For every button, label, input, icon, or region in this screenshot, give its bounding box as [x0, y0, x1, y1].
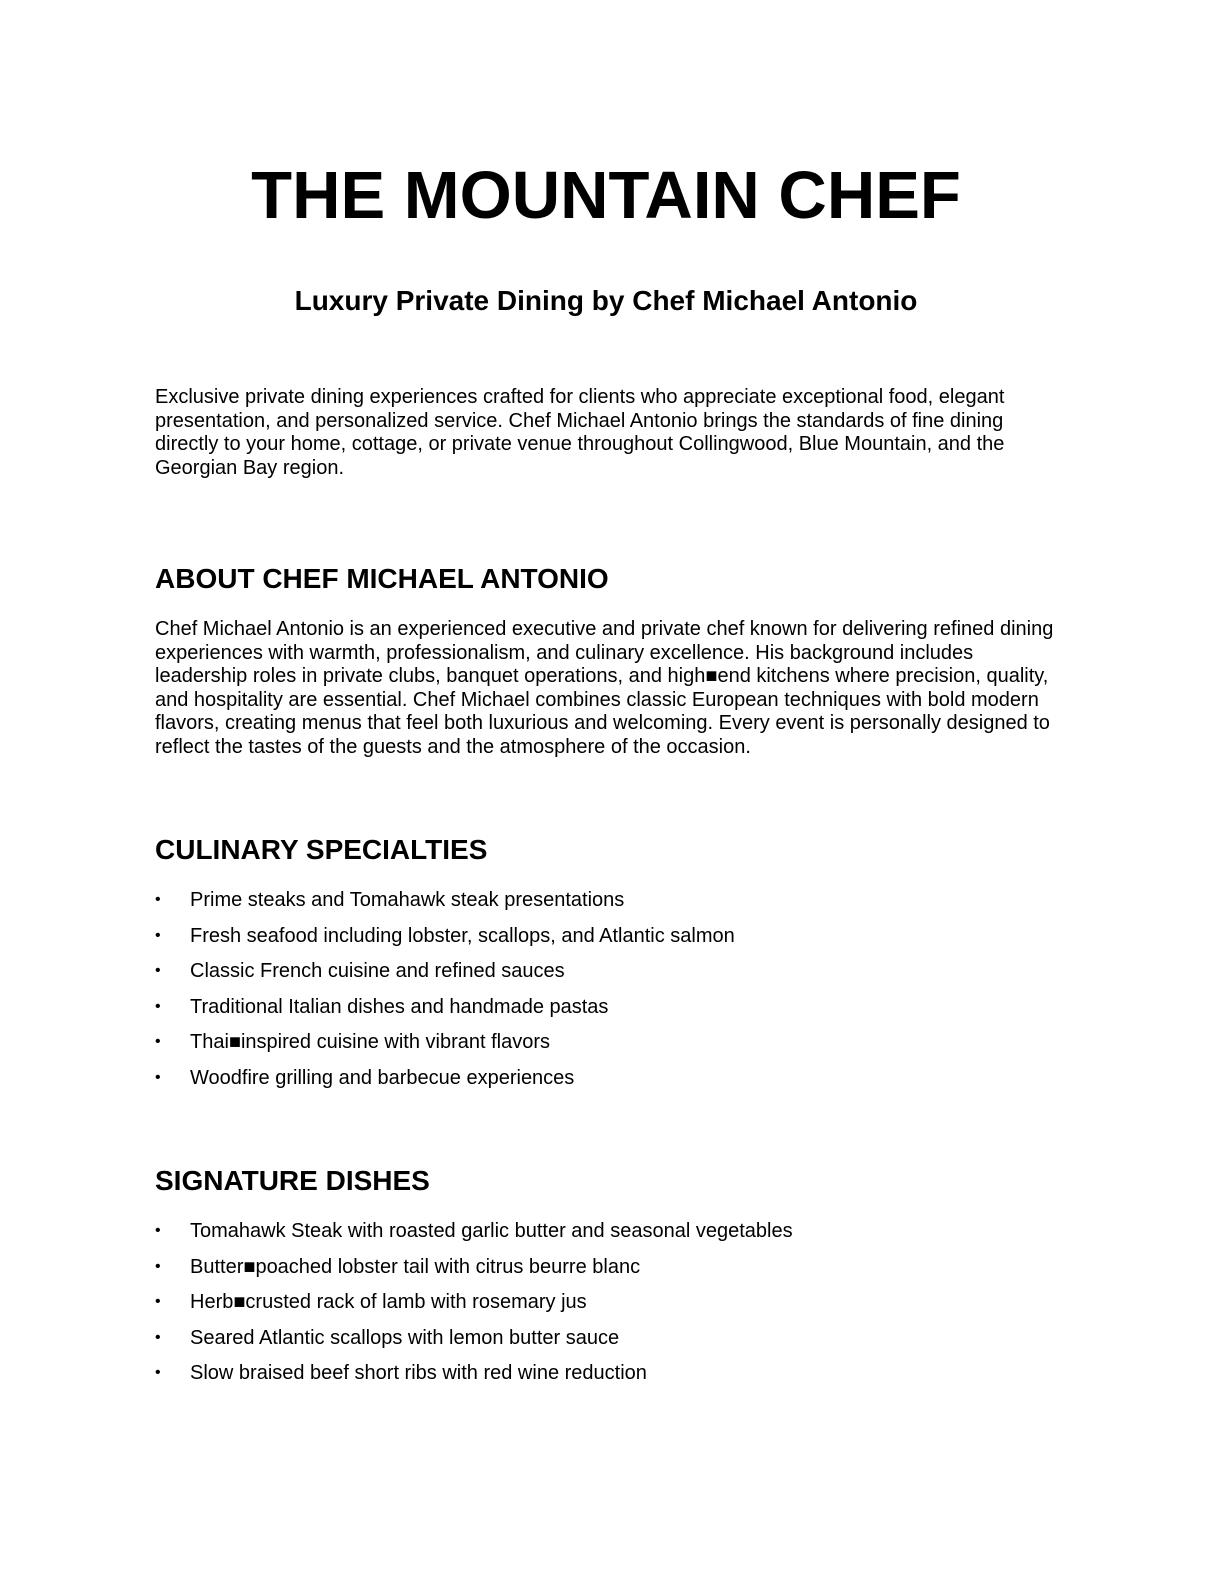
- bullet-icon: •: [155, 926, 161, 944]
- specialties-list: [155, 888, 1065, 1102]
- bullet-icon: •: [155, 1293, 161, 1311]
- bullet-icon: •: [155, 891, 161, 908]
- intro-paragraph: Exclusive private dining experiences crafted for clients who appreciate exceptional food, elegant presentation, and personalized service. Chef Michael Antonio brings the standards of fine dining directly to your home, cottage, or private venue throughout Collingwood, Blue Mountain, and the Georgian Bay region.: [155, 386, 1005, 479]
- bullet-icon: •: [155, 1068, 161, 1086]
- signature-heading: SIGNATURE DISHES: [155, 1165, 430, 1196]
- bullet-icon: •: [155, 997, 161, 1015]
- list-item-text: Thai■inspired cuisine with vibrant flavors: [190, 1031, 551, 1054]
- list-item-text: Classic French cuisine and refined sauces: [190, 960, 565, 983]
- bullet-icon: •: [155, 1328, 161, 1346]
- page-title: THE MOUNTAIN CHEF: [251, 158, 961, 233]
- bullet-icon: •: [155, 1364, 161, 1382]
- list-item: [155, 995, 1065, 1019]
- list-item-text: Slow braised beef short ribs with red wine reduction: [190, 1362, 647, 1385]
- signature-list: [155, 1219, 1065, 1397]
- list-item: [155, 924, 1065, 948]
- list-item: [155, 1030, 1065, 1054]
- list-item: [155, 1290, 1065, 1314]
- list-item-text: Fresh seafood including lobster, scallops, and Atlantic salmon: [190, 924, 735, 947]
- page-subtitle: Luxury Private Dining by Chef Michael Antonio: [294, 285, 918, 316]
- specialties-heading: CULINARY SPECIALTIES: [155, 834, 488, 865]
- list-item: [155, 1066, 1065, 1090]
- about-paragraph: Chef Michael Antonio is an experienced executive and private chef known for delivering refined dining experiences with warmth, professionalism, and culinary excellence. His background includes leadership roles in private clubs, banquet operations, and high■end kitchens where precision, quality, and hospitality are essential. Chef Michael combines classic European techniques with bold modern flavors, creating menus that feel both luxurious and welcoming. Every event is personally designed to reflect the tastes of the guests and the atmosphere of the occasion.: [155, 618, 1054, 758]
- list-item-text: Traditional Italian dishes and handmade pastas: [190, 995, 609, 1018]
- about-heading: ABOUT CHEF MICHAEL ANTONIO: [155, 563, 609, 594]
- list-item-text: Butter■poached lobster tail with citrus beurre blanc: [190, 1255, 641, 1278]
- list-item-text: Tomahawk Steak with roasted garlic butter and seasonal vegetables: [190, 1220, 793, 1242]
- list-item: [155, 888, 1065, 912]
- list-item: [155, 959, 1065, 983]
- list-item-text: Seared Atlantic scallops with lemon butter sauce: [190, 1326, 620, 1349]
- list-item: [155, 1326, 1065, 1350]
- list-item: [155, 1361, 1065, 1385]
- bullet-icon: •: [155, 1033, 161, 1051]
- list-item: [155, 1255, 1065, 1279]
- bullet-icon: •: [155, 962, 161, 980]
- bullet-icon: •: [155, 1257, 161, 1275]
- bullet-icon: •: [155, 1222, 161, 1239]
- list-item-text: Woodfire grilling and barbecue experiences: [190, 1066, 575, 1089]
- list-item: [155, 1219, 1065, 1243]
- list-item-text: Prime steaks and Tomahawk steak presentations: [190, 889, 625, 911]
- list-item-text: Herb■crusted rack of lamb with rosemary jus: [190, 1291, 587, 1314]
